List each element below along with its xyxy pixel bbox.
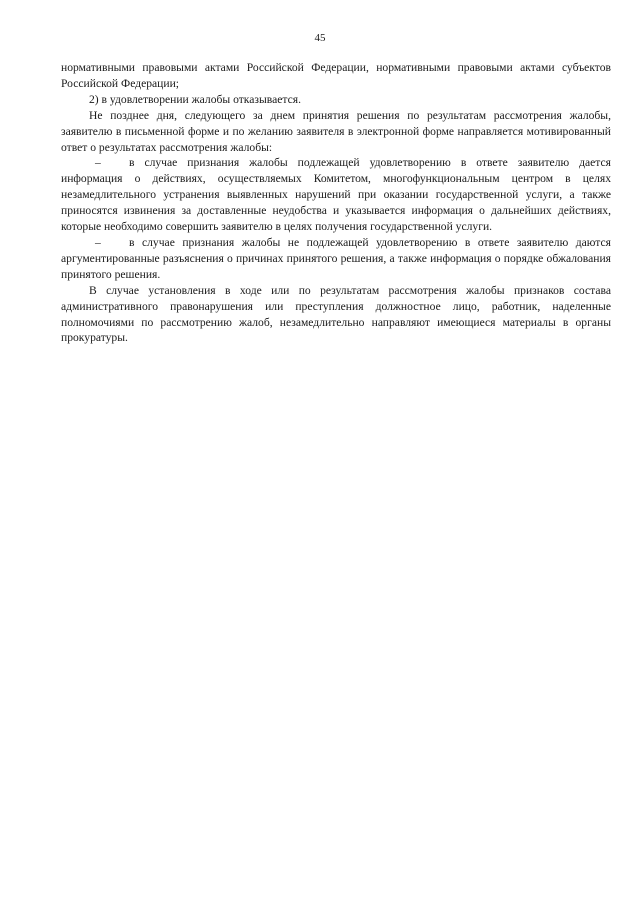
paragraph-response-deadline: Не позднее дня, следующего за днем принятия решения по результатам рассмотрения жалобы, заявителю в письменной форме и по желанию заявителя в электронной форме направляется мотивированный ответ о результатах рассмотрения жалобы: xyxy=(61,108,611,154)
dash-marker: – xyxy=(95,156,101,170)
list-item-text: в случае признания жалобы не подлежащей удовлетворению в ответе заявителю даются аргументированные разъяснения о причинах принятого решения, а также информация о порядке обжалования принятого решения. xyxy=(61,235,611,281)
page-number: 45 xyxy=(314,32,326,44)
document-body xyxy=(61,60,611,346)
dash-marker: – xyxy=(95,235,101,249)
list-item-complaint-rejected xyxy=(61,235,611,283)
paragraph-prosecutor-referral: В случае установления в ходе или по результатам рассмотрения жалобы признаков состава административного правонарушения или преступления должностное лицо, работник, наделенные полномочиями по рассмотрению жалоб, незамедлительно направляют имеющиеся материалы в органы прокуратуры. xyxy=(61,283,611,345)
paragraph-continuation: нормативными правовыми актами Российской Федерации, нормативными правовыми актами субъектов Российской Федерации; xyxy=(61,61,611,90)
list-item-text: в случае признания жалобы подлежащей удовлетворению в ответе заявителю дается информация о действиях, осуществляемых Комитетом, многофункциональным центром в целях незамедлительного устранения выявленных нарушений при оказании государственной услуги, а также приносятся извинения за доставленные неудобства и указывается информация о дальнейших действиях, которые необходимо совершить заявителю в целях получения государственной услуги. xyxy=(61,156,611,234)
list-item-complaint-satisfied xyxy=(61,155,611,235)
paragraph-refusal: 2) в удовлетворении жалобы отказывается. xyxy=(89,92,301,106)
